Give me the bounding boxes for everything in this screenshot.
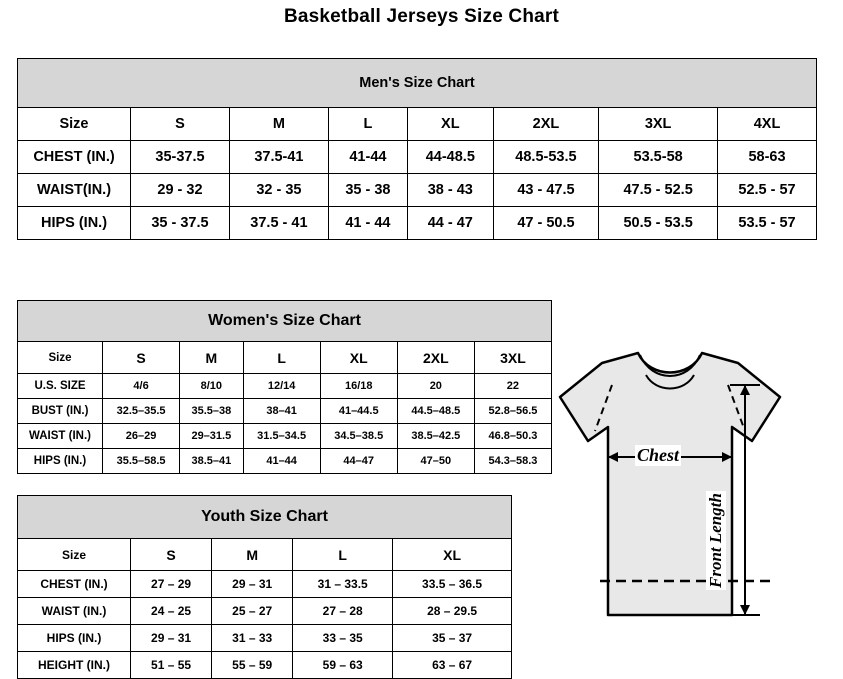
mens-title-row — [18, 59, 817, 108]
womens-row-label: U.S. SIZE — [18, 374, 103, 399]
youth-row-label: WAIST (IN.) — [18, 598, 131, 625]
youth-cell: 33 – 35 — [293, 625, 393, 652]
youth-cell: 27 – 28 — [293, 598, 393, 625]
mens-cell: 47 - 50.5 — [493, 207, 599, 240]
womens-cell: 52.8–56.5 — [474, 399, 551, 424]
womens-chart-body — [18, 301, 552, 474]
womens-cell: 20 — [397, 374, 474, 399]
youth-cell: 29 – 31 — [212, 571, 293, 598]
youth-row-label: HEIGHT (IN.) — [18, 652, 131, 679]
youth-col-header: L — [293, 539, 393, 571]
youth-size-chart — [17, 495, 512, 679]
youth-cell: 31 – 33.5 — [293, 571, 393, 598]
youth-cell: 31 – 33 — [212, 625, 293, 652]
mens-cell: 52.5 - 57 — [718, 174, 817, 207]
womens-cell: 29–31.5 — [180, 424, 243, 449]
mens-cell: 41-44 — [328, 141, 407, 174]
youth-title-row — [18, 496, 512, 539]
womens-row-label: WAIST (IN.) — [18, 424, 103, 449]
womens-cell: 32.5–35.5 — [103, 399, 180, 424]
youth-cell: 51 – 55 — [131, 652, 212, 679]
womens-chart-title: Women's Size Chart — [18, 301, 552, 342]
womens-col-header: S — [103, 342, 180, 374]
womens-cell: 35.5–58.5 — [103, 449, 180, 474]
womens-title-row — [18, 301, 552, 342]
mens-chart-body — [18, 59, 817, 240]
womens-cell: 38.5–41 — [180, 449, 243, 474]
front-length-label: Front Length — [706, 493, 725, 588]
youth-col-header: Size — [18, 539, 131, 571]
table-row — [18, 652, 512, 679]
womens-cell: 22 — [474, 374, 551, 399]
youth-cell: 29 – 31 — [131, 625, 212, 652]
table-row — [18, 571, 512, 598]
youth-chart-title: Youth Size Chart — [18, 496, 512, 539]
jersey-outline-svg — [540, 345, 835, 670]
mens-cell: 29 - 32 — [131, 174, 230, 207]
mens-cell: 35-37.5 — [131, 141, 230, 174]
womens-col-header: L — [243, 342, 320, 374]
womens-cell: 54.3–58.3 — [474, 449, 551, 474]
youth-col-header: M — [212, 539, 293, 571]
mens-cell: 47.5 - 52.5 — [599, 174, 718, 207]
youth-header-row — [18, 539, 512, 571]
mens-cell: 37.5 - 41 — [229, 207, 328, 240]
womens-col-header: 2XL — [397, 342, 474, 374]
jersey-diagram — [540, 345, 835, 670]
mens-col-header: 4XL — [718, 108, 817, 141]
mens-cell: 43 - 47.5 — [493, 174, 599, 207]
youth-chart-body — [18, 496, 512, 679]
mens-cell: 53.5 - 57 — [718, 207, 817, 240]
womens-cell: 44.5–48.5 — [397, 399, 474, 424]
table-row — [18, 399, 552, 424]
youth-col-header: S — [131, 539, 212, 571]
mens-cell: 53.5-58 — [599, 141, 718, 174]
table-row — [18, 598, 512, 625]
table-row — [18, 424, 552, 449]
mens-row-label: CHEST (IN.) — [18, 141, 131, 174]
mens-cell: 37.5-41 — [229, 141, 328, 174]
womens-cell: 12/14 — [243, 374, 320, 399]
table-row — [18, 207, 817, 240]
mens-chart-title: Men's Size Chart — [18, 59, 817, 108]
chest-label: Chest — [637, 445, 680, 465]
mens-col-header: L — [328, 108, 407, 141]
womens-header-row — [18, 342, 552, 374]
mens-cell: 44 - 47 — [407, 207, 493, 240]
womens-cell: 26–29 — [103, 424, 180, 449]
womens-col-header: 3XL — [474, 342, 551, 374]
mens-col-header: M — [229, 108, 328, 141]
mens-cell: 38 - 43 — [407, 174, 493, 207]
youth-cell: 24 – 25 — [131, 598, 212, 625]
youth-col-header: XL — [393, 539, 512, 571]
table-row — [18, 141, 817, 174]
womens-cell: 8/10 — [180, 374, 243, 399]
front-length-arrow-bottom-icon — [740, 605, 750, 615]
mens-col-header: S — [131, 108, 230, 141]
mens-cell: 50.5 - 53.5 — [599, 207, 718, 240]
mens-cell: 58-63 — [718, 141, 817, 174]
youth-cell: 28 – 29.5 — [393, 598, 512, 625]
mens-cell: 35 - 38 — [328, 174, 407, 207]
womens-cell: 4/6 — [103, 374, 180, 399]
womens-cell: 35.5–38 — [180, 399, 243, 424]
womens-col-header: Size — [18, 342, 103, 374]
womens-cell: 44–47 — [320, 449, 397, 474]
youth-row-label: HIPS (IN.) — [18, 625, 131, 652]
page-title: Basketball Jerseys Size Chart — [283, 6, 560, 27]
table-row — [18, 449, 552, 474]
womens-cell: 46.8–50.3 — [474, 424, 551, 449]
youth-cell: 35 – 37 — [393, 625, 512, 652]
youth-cell: 63 – 67 — [393, 652, 512, 679]
mens-row-label: WAIST(IN.) — [18, 174, 131, 207]
womens-cell: 16/18 — [320, 374, 397, 399]
womens-cell: 34.5–38.5 — [320, 424, 397, 449]
mens-cell: 44-48.5 — [407, 141, 493, 174]
womens-col-header: M — [180, 342, 243, 374]
womens-size-chart — [17, 300, 552, 474]
womens-cell: 41–44.5 — [320, 399, 397, 424]
womens-col-header: XL — [320, 342, 397, 374]
mens-col-header: 2XL — [493, 108, 599, 141]
youth-cell: 25 – 27 — [212, 598, 293, 625]
womens-cell: 47–50 — [397, 449, 474, 474]
womens-cell: 41–44 — [243, 449, 320, 474]
womens-row-label: BUST (IN.) — [18, 399, 103, 424]
womens-row-label: HIPS (IN.) — [18, 449, 103, 474]
womens-cell: 31.5–34.5 — [243, 424, 320, 449]
mens-cell: 35 - 37.5 — [131, 207, 230, 240]
mens-cell: 32 - 35 — [229, 174, 328, 207]
youth-cell: 33.5 – 36.5 — [393, 571, 512, 598]
womens-cell: 38.5–42.5 — [397, 424, 474, 449]
mens-size-chart — [17, 58, 817, 240]
table-row — [18, 374, 552, 399]
mens-row-label: HIPS (IN.) — [18, 207, 131, 240]
youth-row-label: CHEST (IN.) — [18, 571, 131, 598]
mens-cell: 48.5-53.5 — [493, 141, 599, 174]
mens-cell: 41 - 44 — [328, 207, 407, 240]
womens-cell: 38–41 — [243, 399, 320, 424]
mens-col-header: Size — [18, 108, 131, 141]
table-row — [18, 174, 817, 207]
youth-cell: 59 – 63 — [293, 652, 393, 679]
youth-cell: 55 – 59 — [212, 652, 293, 679]
mens-header-row — [18, 108, 817, 141]
mens-col-header: 3XL — [599, 108, 718, 141]
table-row — [18, 625, 512, 652]
youth-cell: 27 – 29 — [131, 571, 212, 598]
mens-col-header: XL — [407, 108, 493, 141]
